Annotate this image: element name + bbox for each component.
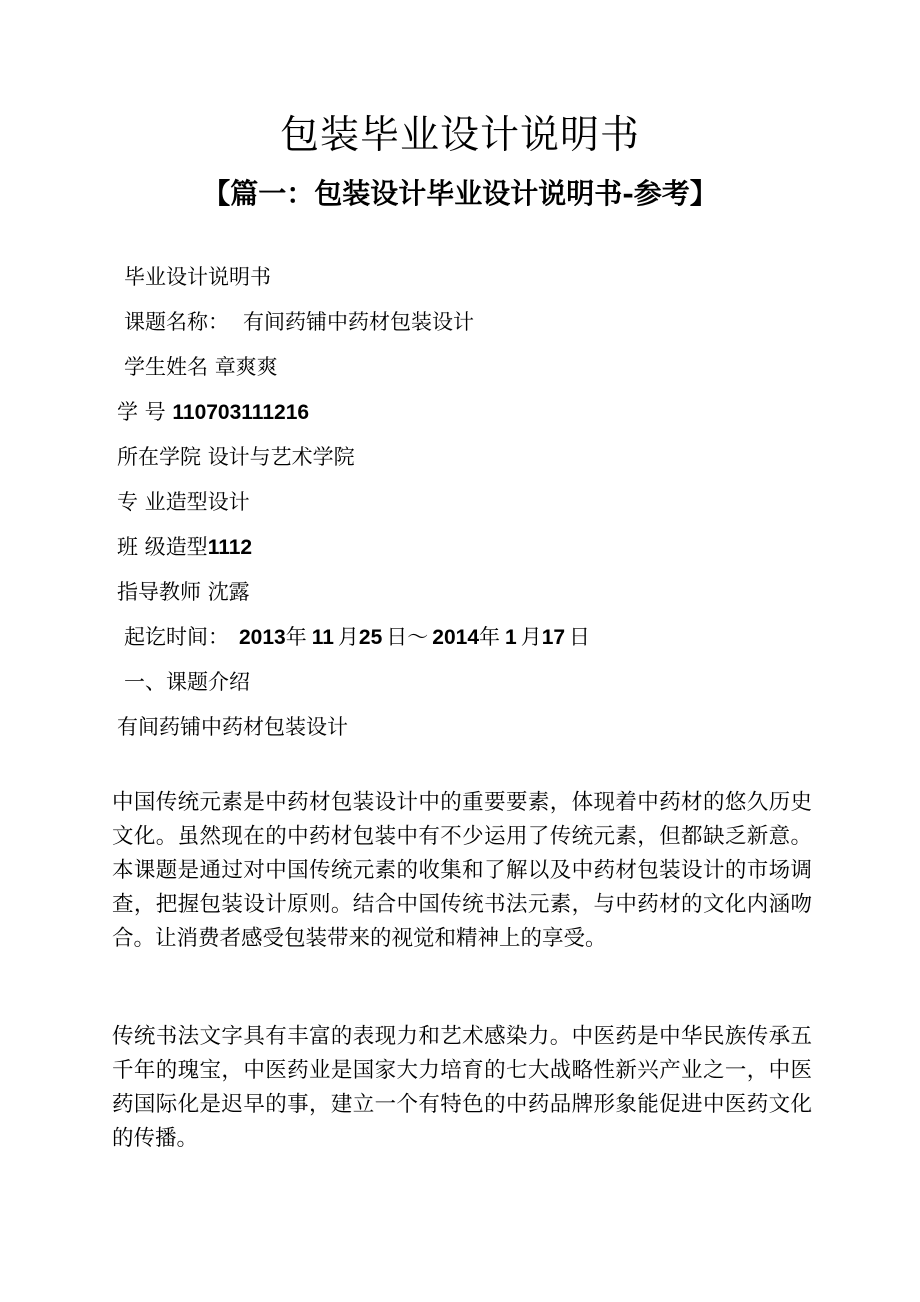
topic-row (124, 307, 474, 337)
section-heading-text: 一、课题介绍 (124, 670, 250, 694)
document-title: 包装毕业设计说明书 (279, 113, 640, 158)
class-row (117, 532, 252, 563)
period-yue-1: 月 (337, 625, 359, 649)
section-topic-text: 有间药铺中药材包装设计 (117, 715, 348, 739)
period-nian-2: 年 (479, 625, 500, 649)
period-end-day: 17 (541, 626, 566, 649)
college-label: 所在学院 (117, 445, 201, 469)
period-row (124, 622, 590, 653)
period-start-day: 25 (358, 626, 383, 649)
student-id-row (117, 397, 309, 428)
period-start-year: 2013 (239, 626, 286, 649)
student-row (124, 352, 278, 382)
info-heading-text: 毕业设计说明书 (124, 265, 271, 289)
college-value: 设计与艺术学院 (207, 445, 355, 469)
period-ri-2: 日 (569, 625, 591, 649)
advisor-row (117, 577, 250, 607)
period-yue-2: 月 (520, 625, 542, 649)
section-topic (117, 712, 348, 742)
class-label: 班 级 (117, 535, 166, 559)
major-value: 造型设计 (165, 490, 250, 514)
period-nian-1: 年 (285, 625, 307, 649)
major-label: 专 业 (117, 490, 166, 514)
period-label: 起讫时间： (124, 625, 229, 649)
student-value: 章爽爽 (214, 355, 278, 379)
period-end-month: 1 (505, 626, 517, 649)
class-value-text: 造型 (165, 535, 208, 559)
document-subtitle: 【篇一：包装设计毕业设计说明书-参考】 (202, 177, 718, 210)
advisor-value: 沈露 (207, 580, 250, 604)
advisor-label: 指导教师 (117, 580, 201, 604)
class-value-number: 1112 (207, 536, 253, 559)
major-row (117, 487, 250, 517)
topic-label: 课题名称： (124, 310, 229, 334)
college-row (117, 442, 355, 472)
period-end-year: 2014 (432, 626, 479, 649)
info-heading (124, 262, 271, 292)
student-id-value: 110703111216 (172, 401, 310, 424)
period-start-month: 11 (311, 626, 334, 649)
intro-paragraph-2: 传统书法文字具有丰富的表现力和艺术感染力。中医药是中华民族传承五千年的瑰宝，中医药业是国家大力培育的七大战略性新兴产业之一，中医药国际化是迟早的事，建立一个有特色的中药品牌形象能促进中医药文化的传播。 (112, 1024, 812, 1151)
topic-value: 有间药铺中药材包装设计 (243, 310, 474, 334)
period-ri-1: 日～ (386, 625, 429, 649)
student-label: 学生姓名 (124, 355, 208, 379)
student-id-label: 学 号 (117, 400, 166, 424)
intro-paragraph-1: 中国传统元素是中药材包装设计中的重要要素，体现着中药材的悠久历史文化。虽然现在的中药材包装中有不少运用了传统元素，但都缺乏新意。本课题是通过对中国传统元素的收集和了解以及中药材包装设计的市场调查，把握包装设计原则。结合中国传统书法元素，与中药材的文化内涵吻合。让消费者感受包装带来的视觉和精神上的享受。 (112, 790, 812, 951)
section-heading (124, 667, 250, 697)
